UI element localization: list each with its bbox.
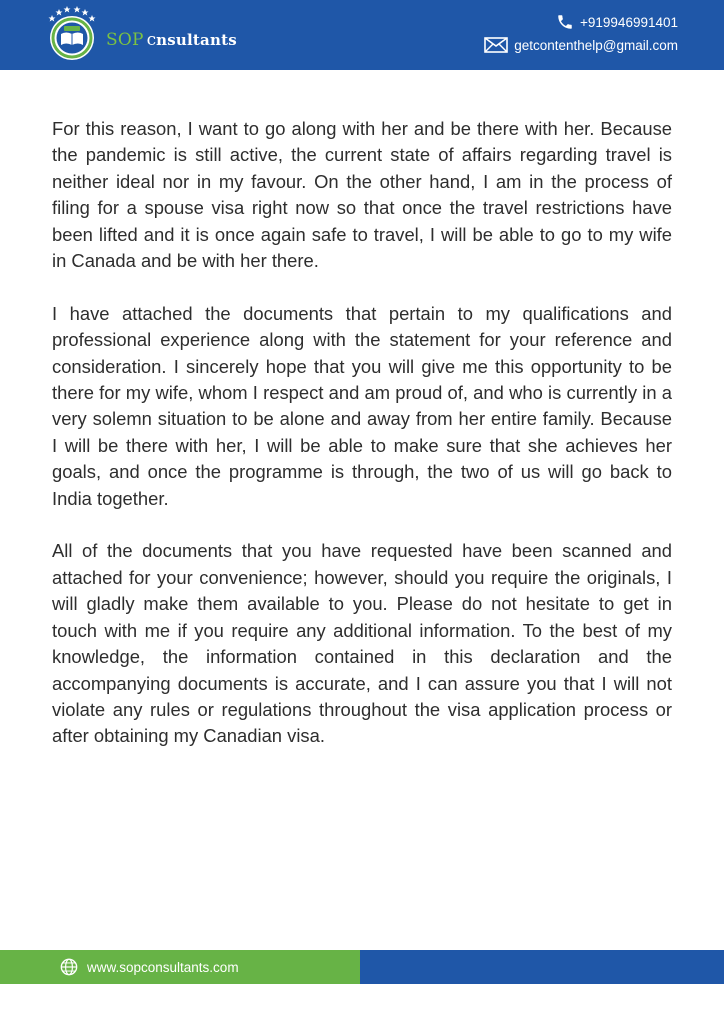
footer-website [60,957,239,977]
letter-body [52,116,672,776]
email-row [484,37,678,53]
mail-icon [484,37,508,53]
brand-c: c [146,30,157,50]
brand-name [106,30,237,56]
phone-icon [556,13,574,31]
email-address[interactable]: getcontenthelp@gmail.com [514,37,678,53]
paragraph-3: All of the documents that you have requested have been scanned and attached for your convenience; however, should you require the originals, I will gladly make them available to you. Please do not hesitate to get in touch with me if you require any additional information. To the best of my knowledge, the information contained in this declaration and the accompanying documents is accurate, and I can assure you that I will not violate any rules or regulations throughout the visa application process or after obtaining my Canadian visa. [52,540,672,747]
globe-icon [60,958,78,976]
contact-info [418,11,678,63]
logo-icon [44,2,100,64]
footer-blue-bar [360,950,724,984]
paragraph-1: For this reason, I want to go along with her and be there with her. Because the pandemic is still active, the current state of affairs regarding travel is neither ideal nor in my favour. On the other hand, I am in the process of filing for a spouse visa right now so that once the travel restrictions have been lifted and it is once again safe to travel, I will be able to go to my wife in Canada and be with her there. [52,118,672,272]
page-header [0,0,724,70]
phone-row [556,13,678,31]
phone-number[interactable]: +919946991401 [580,14,678,30]
brand-suffix: nsultants [156,31,237,49]
website-link[interactable]: www.sopconsultants.com [87,959,239,975]
paragraph-2: I have attached the documents that pertain to my qualifications and professional experience along with the statement for your reference and consideration. I sincerely hope that you will give me this opportunity to be there for my wife, whom I respect and am proud of, and who is currently in a very solemn situation to be alone and away from her entire family. Because I will be there with her, I will be able to make sure that she achieves her goals, and once the programme is through, the two of us will go back to India together. [52,302,672,509]
brand-prefix: SOP [106,30,144,50]
